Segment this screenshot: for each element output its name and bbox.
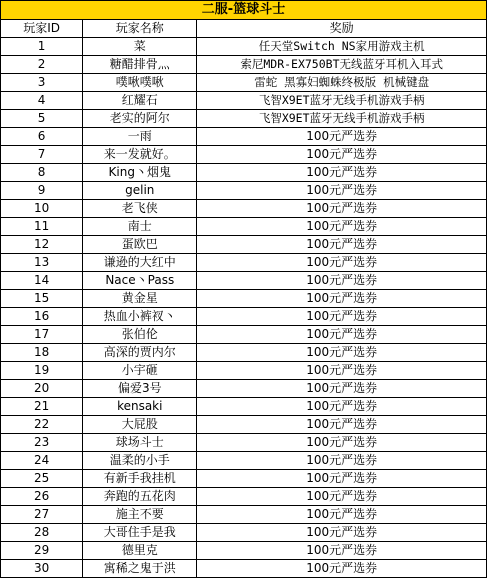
- table-row: [1, 200, 487, 218]
- player-name-cell: 老飞侠: [83, 200, 197, 218]
- player-name-cell: 老实的阿尔: [83, 110, 197, 128]
- player-id-cell: 14: [1, 272, 83, 290]
- table-row: [1, 236, 487, 254]
- player-id-cell: 9: [1, 182, 83, 200]
- player-id-cell: 2: [1, 56, 83, 74]
- player-id-cell: 3: [1, 74, 83, 92]
- player-name-cell: 糖醋排骨灬: [83, 56, 197, 74]
- prize-cell: 索尼MDR-EX750BT无线蓝牙耳机入耳式: [197, 56, 487, 74]
- prize-cell: 100元严选券: [197, 416, 487, 434]
- header-prize: 奖励: [197, 20, 487, 38]
- player-id-cell: 13: [1, 254, 83, 272]
- prize-cell: 100元严选券: [197, 308, 487, 326]
- player-id-cell: 5: [1, 110, 83, 128]
- table-row: [1, 416, 487, 434]
- prize-cell: 任天堂Switch NS家用游戏主机: [197, 38, 487, 56]
- table-row: [1, 128, 487, 146]
- table-row: [1, 326, 487, 344]
- table-row: [1, 182, 487, 200]
- player-name-cell: 张伯伦: [83, 326, 197, 344]
- prize-cell: 飞智X9ET蓝牙无线手机游戏手柄: [197, 92, 487, 110]
- player-name-cell: gelin: [83, 182, 197, 200]
- player-name-cell: 大屁股: [83, 416, 197, 434]
- prize-cell: 100元严选券: [197, 434, 487, 452]
- sheet-title: 二服-篮球斗士: [1, 1, 487, 20]
- player-id-cell: 28: [1, 524, 83, 542]
- player-name-cell: kensaki: [83, 398, 197, 416]
- player-id-cell: 1: [1, 38, 83, 56]
- header-row: [1, 20, 487, 38]
- prize-cell: 100元严选券: [197, 218, 487, 236]
- table-row: [1, 452, 487, 470]
- prize-cell: 100元严选券: [197, 344, 487, 362]
- player-name-cell: 高深的贾内尔: [83, 344, 197, 362]
- prize-cell: 100元严选券: [197, 236, 487, 254]
- prize-cell: 100元严选券: [197, 164, 487, 182]
- table-row: [1, 56, 487, 74]
- player-id-cell: 17: [1, 326, 83, 344]
- table-row: [1, 254, 487, 272]
- player-name-cell: 温柔的小手: [83, 452, 197, 470]
- table-row: [1, 38, 487, 56]
- table-row: [1, 92, 487, 110]
- player-name-cell: 小宇砸: [83, 362, 197, 380]
- prize-cell: 100元严选券: [197, 272, 487, 290]
- player-name-cell: 偏爱3号: [83, 380, 197, 398]
- header-player-id: 玩家ID: [1, 20, 83, 38]
- player-id-cell: 8: [1, 164, 83, 182]
- player-id-cell: 29: [1, 542, 83, 560]
- prize-cell: 100元严选券: [197, 182, 487, 200]
- table-row: [1, 74, 487, 92]
- player-id-cell: 25: [1, 470, 83, 488]
- prize-cell: 100元严选券: [197, 254, 487, 272]
- table-row: [1, 308, 487, 326]
- player-id-cell: 6: [1, 128, 83, 146]
- prize-cell: 100元严选券: [197, 470, 487, 488]
- table-row: [1, 524, 487, 542]
- prize-cell: 100元严选券: [197, 380, 487, 398]
- table-row: [1, 344, 487, 362]
- player-name-cell: Nace丶Pass: [83, 272, 197, 290]
- player-id-cell: 22: [1, 416, 83, 434]
- player-id-cell: 23: [1, 434, 83, 452]
- header-player-name: 玩家名称: [83, 20, 197, 38]
- player-name-cell: 奔跑的五花肉: [83, 488, 197, 506]
- player-id-cell: 24: [1, 452, 83, 470]
- table-row: [1, 146, 487, 164]
- prize-cell: 100元严选券: [197, 488, 487, 506]
- prize-cell: 100元严选券: [197, 290, 487, 308]
- table-row: [1, 218, 487, 236]
- prize-cell: 100元严选券: [197, 398, 487, 416]
- player-id-cell: 15: [1, 290, 83, 308]
- player-id-cell: 26: [1, 488, 83, 506]
- player-name-cell: 施主不要: [83, 506, 197, 524]
- table-row: [1, 272, 487, 290]
- prize-cell: 100元严选券: [197, 542, 487, 560]
- table-row: [1, 164, 487, 182]
- player-name-cell: 寓稀之鬼于洪: [83, 560, 197, 578]
- table-row: [1, 290, 487, 308]
- prize-cell: 100元严选券: [197, 452, 487, 470]
- table-row: [1, 362, 487, 380]
- player-id-cell: 30: [1, 560, 83, 578]
- player-name-cell: 南士: [83, 218, 197, 236]
- prize-cell: 100元严选券: [197, 128, 487, 146]
- player-name-cell: 一雨: [83, 128, 197, 146]
- table-row: [1, 380, 487, 398]
- player-name-cell: 黄金星: [83, 290, 197, 308]
- player-name-cell: 菜: [83, 38, 197, 56]
- prize-cell: 100元严选券: [197, 146, 487, 164]
- player-name-cell: 球场斗士: [83, 434, 197, 452]
- player-name-cell: 来一发就好。: [83, 146, 197, 164]
- title-row: [1, 1, 487, 20]
- player-id-cell: 10: [1, 200, 83, 218]
- player-id-cell: 20: [1, 380, 83, 398]
- table-row: [1, 110, 487, 128]
- player-id-cell: 19: [1, 362, 83, 380]
- player-name-cell: King丶烟鬼: [83, 164, 197, 182]
- player-name-cell: 红耀石: [83, 92, 197, 110]
- player-id-cell: 7: [1, 146, 83, 164]
- player-id-cell: 21: [1, 398, 83, 416]
- player-name-cell: 热血小裤衩丶: [83, 308, 197, 326]
- player-id-cell: 18: [1, 344, 83, 362]
- player-id-cell: 4: [1, 92, 83, 110]
- prize-cell: 100元严选券: [197, 200, 487, 218]
- player-name-cell: 大哥住手是我: [83, 524, 197, 542]
- player-name-cell: 噗啾噗啾: [83, 74, 197, 92]
- table-row: [1, 506, 487, 524]
- player-id-cell: 12: [1, 236, 83, 254]
- prize-cell: 100元严选券: [197, 560, 487, 578]
- table-row: [1, 470, 487, 488]
- player-name-cell: 蛋欧巴: [83, 236, 197, 254]
- prize-cell: 100元严选券: [197, 524, 487, 542]
- table-row: [1, 542, 487, 560]
- prize-cell: 100元严选券: [197, 506, 487, 524]
- player-name-cell: 德里克: [83, 542, 197, 560]
- player-name-cell: 谦逊的大红中: [83, 254, 197, 272]
- table-row: [1, 488, 487, 506]
- table-row: [1, 434, 487, 452]
- prize-cell: 雷蛇 黑寡妇蜘蛛终极版 机械键盘: [197, 74, 487, 92]
- table-row: [1, 398, 487, 416]
- prize-cell: 100元严选券: [197, 326, 487, 344]
- player-name-cell: 有新手我挂机: [83, 470, 197, 488]
- prize-cell: 100元严选券: [197, 362, 487, 380]
- player-id-cell: 11: [1, 218, 83, 236]
- player-id-cell: 16: [1, 308, 83, 326]
- prize-cell: 飞智X9ET蓝牙无线手机游戏手柄: [197, 110, 487, 128]
- player-id-cell: 27: [1, 506, 83, 524]
